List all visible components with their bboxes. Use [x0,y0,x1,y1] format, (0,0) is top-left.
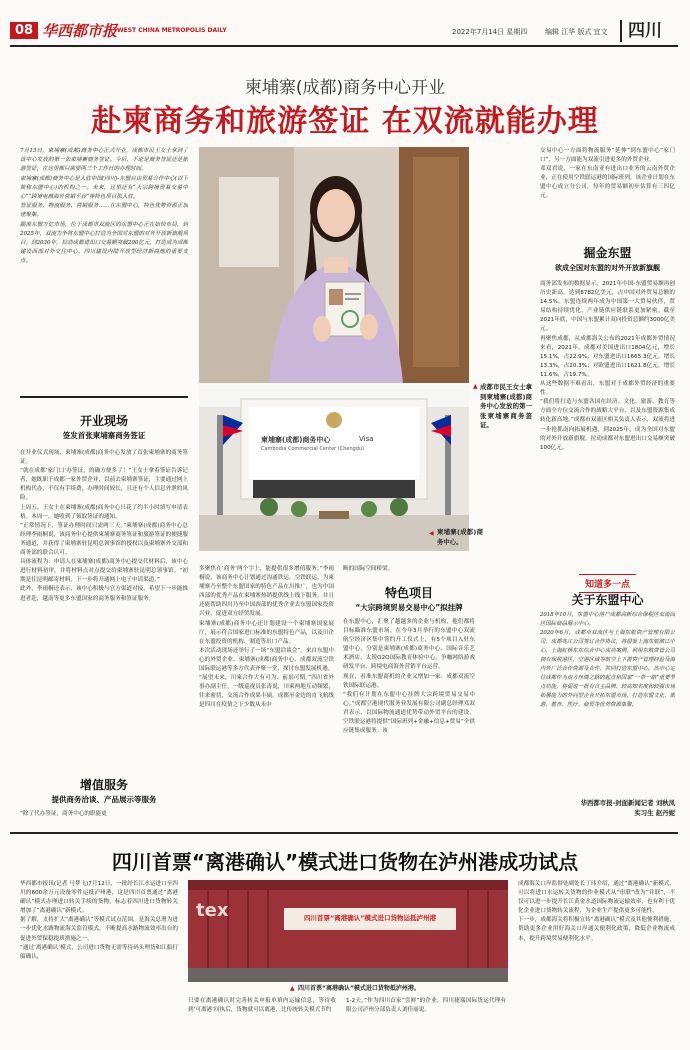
know-more-banner [540,572,675,593]
section4-title: 掘金东盟 [583,246,632,260]
know-more-title: 知道多一点 [579,574,636,593]
office-sign-cn: 柬埔寨(成都)商务中心 [261,436,331,444]
article1-lead: 7月13日，柬埔寨(成都)商务中心正式开业，成都市民王女士拿到了该中心发放的第一张柬埔寨商务签证。今后，不论是商务签证还是旅游签证，在这里都只需要两三个工作日的办理时间。 柬埔寨(成都)商务中心是入驻中国(四川)-东盟自由贸易合作中心(以下简称东盟中心)的机构之一。未来，这里还有“大宗跨境贸易交易中心”“跨境电商海外营销平台”等特色项目拟入驻。 签证服务、物流服务、营销服务……在东盟中心，特色优势资源正加速聚集。 瞄准东盟万亿市场，位于成都市双流区的东盟中心正在如快布局，到2025年，双流力争将东盟中心打造为全国对东盟的对外开放新旗舰项目；到2030年，拉动成都进出口交易额突破200亿元，打造成为成都建设西部对外交往中心、四川建设内陆开放型经济新高地的重要支点。 [20,148,188,265]
office-illustration [199,385,469,551]
section4-subtitle: 欲成全国对东盟的对外开放新旗舰 [555,264,660,272]
article1-column1-tail: “除了代办签证，商务中心的职能更 [20,811,107,817]
section1-title: 开业现场 [79,414,128,428]
container-photo [188,880,508,982]
article2-column1: 华西都市报讯(记者 马梦飞)7月12日，一批经长江水运进口至四川的600余万元设备零件运抵泸州港，这是四川首票通过“离港确认”模式办理进口转关手续的货物，标志着四川进口货物转关增加了“离港确认”新模式。 据了解，支持扩大“离港确认”等模式试点范围，是海关总署为进一步优化水路物流海关监管模式，不断提高水路物流效率出台的促进外贸保稳提质措施之一。 “通过‘离港确认’模式，公司进口货物无需等待码头理货和江船打船确认， [20,881,178,960]
article1-byline: 华西都市报-封面新闻记者 刘秋凤 实习生 赵丹妮 [580,799,675,817]
container-illustration [188,880,508,982]
article1-column3-start: 断的国际空间桥梁。 [343,566,394,572]
newspaper-logo-en: WEST CHINA METROPOLIS DAILY [117,27,227,34]
visa-holder-photo [199,147,469,383]
issue-date: 2022年7月14日 星期四 [452,28,528,36]
header-rule [10,45,678,47]
caption3-marker: ▲ [290,985,295,992]
section1-rule [20,396,188,398]
article1-kicker: 柬埔寨(成都)商务中心开业 [244,78,446,98]
section3-subtitle: “大宗跨境贸易交易中心”拟挂牌 [355,603,463,612]
container-banner: 四川首票“离港确认”模式进口货物运抵泸州港 [303,914,437,922]
know-more-text: 2018年10月，东盟中心落户成都高新综合保税区双流园区国际商品展示中心。 2020年6月，成都市双流区与上海东航资产管理有限公司、成都兆江公司签订合作协议，将借鉴上海东航滨江中心，上海虹桥东东综合中心成功案例，利用东航资管公司拥有保税港区、空港区域等航空上下游资产管理经验及海内外广泛合作资源及合作，共同打造东盟中心。该中心定位成都作为南方丝绸之路的起点和国家“一带一路”重要节点功能，将促进一批有自主品牌、较高知名度和较强市场拓展能力的外向型企业开拓东盟市场，打造东盟文化、旅游、教育、医疗、商贸等优势资源集聚。 [540,612,675,708]
caption1-marker: ▲ [473,383,478,390]
article2-column3: 1-2天，”作为四川首家“尝鲜”的企业，四川捷瑞国际货运代理有限公司泸州分部负责人刘佳丽说。 [346,998,506,1014]
photo2-caption: 柬埔寨(成都)商务中心。 [437,528,483,546]
article2-column4: 成都海关口岸监督处副处长丁玮介绍，通过“离港确认”新模式，可以将进口水运转关货物的作业模式从“串联”改为“并联”，不仅可以进一步提升长江黄金水道国际物流运输效率，也有利于优化企业进口货物转关流程，为企业生产提供更多可能性。 下一步，成都海关将积极宣传“离港确认”模式及其他便利措施，帮助更多企业用好海关口岸通关便利化政策，降低企业物流成本，提升跨境贸易便利化水平。 [518,881,675,942]
article1-column1: 在开业仪式现场，柬埔寨(成都)商务中心发放了首张柬埔寨的商务签证。 “就在成都‘家门口’办签证，的确方便多了！”王女士拿着签证告诉记者，她既职于成都一家外贸企业，以前去柬埔寨签证，主要通过网上机构代办，不仅有手续费，办理时间较长，且还有个人信息外泄的风险。 上周五，王女士在柬埔寨(成都)商务中心只花了约半小时填写申请表格。本周一，她收到了领取签证的通知。 “正常情况下，签证办理时间只需两三天。”柬埔寨(成都)商务中心总经理李雨桐说，该商务中心提供柬埔寨商务签证和旅游签证的便捷服务通道，并获得了柬埔寨驻昆明总领事馆的授权以及柬埔寨外交部和商务部的联合认可。 具体流程为：申请人在柬埔寨(成都)商务中心提交代材料后，该中心进行材料初审，并将材料点对点提交给柬埔寨驻昆明总领事馆。“初期是往昆明邮寄材料，下一步将开通网上电子申请渠道。” 此外，李雨桐还表示，该中心积极与官方渠道对接，希望下一步能推进者赴，越南等更多东盟国家的商务服务和签证服务。 [20,450,188,602]
container-brand: tex [196,900,229,921]
article1-column3: 在东盟中心，汇聚了越越多的企业与机构，他们都将目标瞄准东盟市场。在今年3月举行的东盟中心双流航空经济区集中签约开工仪式上，有5个项目入驻东盟中心，分别是柬埔寨(成都)商务中心、国际音乐艺术酒店、太锐O2O国际教育体验中心、争咖网络游戏研发平台、跨境电商海外营销平台运营。 现在，看准东盟商机的企业又增加一家：成都双流空铁国际联运港。 “我们有计划在东盟中心挂牌大宗跨境贸易交易中心。”成都空港现代服务业发展有限公司副总经理邓双君表示，以国际物流通道优势带动外贸平台的建设，空铁联运港将提供“国际班列+金融+信息+贸易”全供应链集成服务。该 [343,619,475,735]
section2-title: 增值服务 [79,778,128,792]
office-sign-en: Cambodia Commercial Center (Chengdu) [261,446,365,452]
article1-headline: 赴柬商务和旅游签证 在双流就能办理 [91,104,599,139]
know-more-subtitle: 关于东盟中心 [571,593,644,607]
article-divider [10,832,678,834]
article1-right-top: 交易中心一方面将物流服务“延伸”到东盟中心“家门口”，另一方面能为双流引进更多的外贸企业。 邓双君说，一家在东南亚有进出口业务的云南外贸企业，正在使用空铁联运港的国际班列，该企业计划在东盟中心成立分公司，每年的贸易额初步估算有三四亿元。 [540,148,675,200]
article2-column2: 只要在离港确认时完善转关申报单填内运输信息，等待收到‘可离港’回执后，货物就可以离港，比传统转关模式节约 [188,998,336,1014]
article1-column4: 商务部发布的数据显示，2021年中国-东盟贸易额再创历史新高，达到8782亿美元，占中国对外贸易总额的14.5%。东盟连续两年成为中国第一大贸易伙伴，贸易结构持续优化，产业链供应链联系更加紧密。截至2021年底，中国与东盟累计双向投资总额约3000亿美元。 再聚焦成都，从成都海关公布的2021年成都外贸情况来看，2021年，成都对美国进出口1804亿元，增长15.1%，占22.9%；对东盟进出口1665.3亿元，增长13.3%，占20.3%；对欧盟进出口1621.8亿元，增长11.6%，占19.7%。 从这些数据不难看出，东盟对于成都外贸经济的重要性。 “我们将打造与东盟各国在经济、文化、旅游、教育等方面全方位交流合作的战略大平台，以及东盟资源集成转化新高地。”成都市双流区相关负责人表示，双流将进一步抢抓南向拓展机遇，到2025年，成为全国对东盟的对外开放新旗舰，拉动成都对东盟进出口交易额突破100亿元。 [540,281,675,451]
visa-holder-illustration [199,147,469,383]
office-visa-sign: Visa [359,435,374,443]
page-number-badge: 08 [10,22,38,39]
newspaper-logo: 华西都市报 [42,22,118,40]
page-header [0,0,690,44]
editor-credit: 编辑 江华 版式 宜文 [545,28,608,36]
section-label: 四川 [620,20,670,42]
section2-subtitle: 提供商务洽谈、产品展示等服务 [51,795,157,804]
article1-column2: 多聚焦在‘商务’两个字上，能提供很多增值服务。”李雨桐说，该商务中心计划通过沟通铁运、空铁联运，为柬埔寨乃至整个东盟国家的特色产品在川推广，也为中国西部的优秀产品在柬埔寨热销提供线上线下服务，并且还能帮助四川乃至中国西部的优秀企业去东盟国家投资兴业，促进双方经贸发展。 柬埔寨(成都)商务中心还计划建设一个柬埔寨国家展厅，展示符合国家进口标准的东盟特色产品，以及川企在东盟投资的机构、制造等出口产品。 本次活动现场还举行了一场“东盟洽谈会”。来自东盟中心的外贸企业、柬埔寨(成都)商务中心、成都双流空铁国际联运港等多方代表齐聚一堂，探讨东盟发展机遇。 “展望未来，川柬合作大有可为、前景可期。”四川省外事办副主任，一级巡视员张涛说，川柬两地互动频繁，往来密切，交流合作成果丰硕。成都至金边的直飞航线是四川在疫情之下少数从未中 [199,566,334,709]
article2-headline: 四川首票“离港确认”模式进口货物在泸州港成功试点 [111,850,579,874]
caption2-marker: ◀ [429,530,434,537]
section1-subtitle: 签发首张柬埔寨商务签证 [62,431,146,440]
photo1-caption: 成都市民王女士拿到柬埔寨(成都)商务中心发放的第一张柬埔寨商务签证。 [480,383,532,430]
office-photo [199,385,469,551]
container-photo-caption: 四川首票“离港确认”模式进口货物抵泸州港。 [298,985,420,992]
section3-title: 特色项目 [384,586,433,600]
